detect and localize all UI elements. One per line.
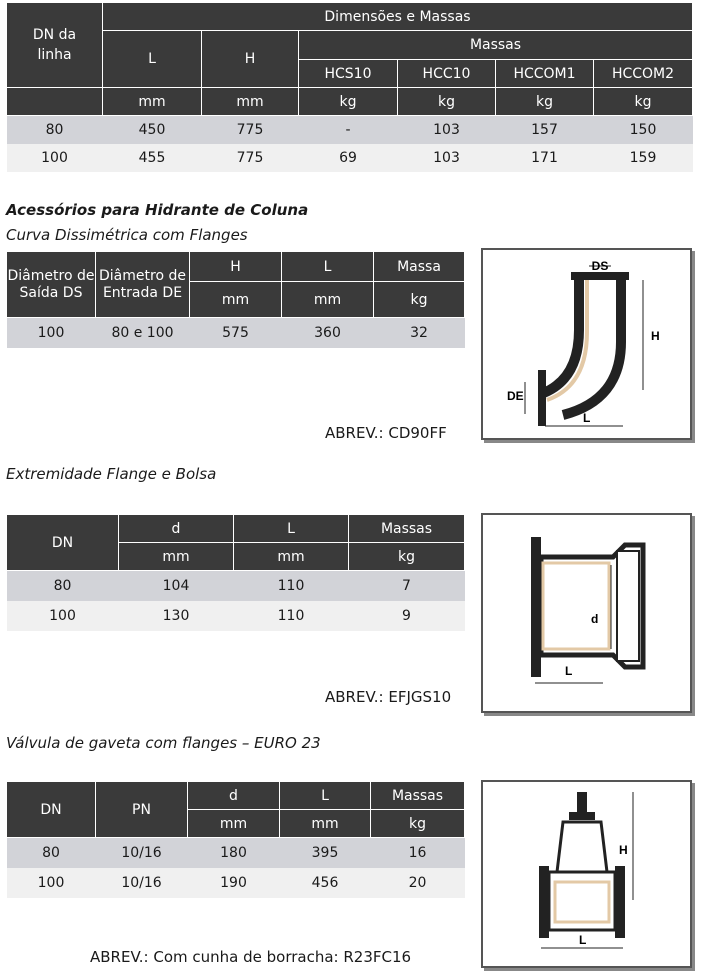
header-pn: PN — [96, 782, 188, 838]
cell: 100 — [7, 144, 103, 172]
header-dn-da-linha: DN da linha — [7, 3, 103, 88]
de-label: DE — [507, 389, 524, 403]
header-massa: Massa — [374, 252, 465, 282]
header-d: d — [188, 782, 280, 810]
curva-figure — [481, 248, 692, 440]
cell: 103 — [398, 116, 496, 144]
cell: 104 — [119, 571, 234, 601]
table-row — [7, 868, 465, 898]
cell: 7 — [349, 571, 465, 601]
socket-bell — [617, 551, 639, 661]
header-h: H — [190, 252, 282, 282]
top-flange — [571, 272, 629, 280]
header-d: d — [119, 515, 234, 543]
cell: 9 — [349, 601, 465, 631]
cell: 180 — [188, 838, 280, 868]
table-row — [7, 144, 693, 172]
unit-cell: kg — [371, 810, 465, 838]
cell: 80 e 100 — [96, 318, 190, 348]
cell: 456 — [280, 868, 371, 898]
unit-cell: mm — [280, 810, 371, 838]
cell: 10/16 — [96, 838, 188, 868]
header-dimensoes-massas: Dimensões e Massas — [103, 3, 693, 31]
abrev-r23fc16: ABREV.: Com cunha de borracha: R23FC16 — [90, 948, 412, 966]
cell: 100 — [7, 601, 119, 631]
cell: 450 — [103, 116, 202, 144]
cell: 80 — [7, 571, 119, 601]
cell: 157 — [496, 116, 594, 144]
cell: 20 — [371, 868, 465, 898]
cell: 16 — [371, 838, 465, 868]
hydrant-dimensions-table — [6, 2, 693, 172]
header-l: L — [280, 782, 371, 810]
cell: 775 — [202, 144, 299, 172]
h-label: H — [651, 329, 660, 343]
extremidade-drawing — [483, 515, 690, 711]
cell: 775 — [202, 116, 299, 144]
header-massas: Massas — [349, 515, 465, 543]
header-massas: Massas — [299, 31, 693, 60]
cell: 69 — [299, 144, 398, 172]
valve-cap — [569, 812, 595, 820]
cell: 360 — [282, 318, 374, 348]
l-label: L — [583, 411, 591, 425]
table-row — [7, 601, 465, 631]
cell: 10/16 — [96, 868, 188, 898]
cell: 110 — [234, 571, 349, 601]
cell: 100 — [7, 318, 96, 348]
cell: 110 — [234, 601, 349, 631]
pipe-inner-wall — [541, 280, 579, 394]
l-label: L — [579, 933, 587, 947]
table-row — [7, 571, 465, 601]
cell: 100 — [7, 868, 96, 898]
right-flange — [615, 866, 625, 938]
cell: 103 — [398, 144, 496, 172]
header-hcs10: HCS10 — [299, 60, 398, 88]
valve-lining — [555, 882, 609, 922]
unit-cell — [7, 88, 103, 116]
unit-cell: mm — [188, 810, 280, 838]
cell: - — [299, 116, 398, 144]
extremidade-figure — [481, 513, 692, 713]
unit-cell: kg — [299, 88, 398, 116]
cell: 171 — [496, 144, 594, 172]
header-h: H — [202, 31, 299, 88]
unit-cell: mm — [282, 282, 374, 318]
unit-cell: kg — [349, 543, 465, 571]
valvula-figure — [481, 780, 692, 968]
curva-table — [6, 251, 465, 348]
section-title: Acessórios para Hidrante de Coluna — [6, 201, 309, 219]
table-row — [7, 116, 693, 144]
abrev-efjgs10: ABREV.: EFJGS10 — [325, 688, 452, 706]
table-row — [7, 838, 465, 868]
header-hcc10: HCC10 — [398, 60, 496, 88]
valvula-table — [6, 781, 465, 898]
curva-drawing — [483, 250, 690, 438]
extremidade-table — [6, 514, 465, 631]
header-dn: DN — [7, 782, 96, 838]
pipe-outer-wall — [563, 280, 621, 415]
section-subtitle-valvula: Válvula de gaveta com flanges – EURO 23 — [6, 734, 321, 752]
header-l: L — [103, 31, 202, 88]
unit-cell: kg — [374, 282, 465, 318]
d-label: d — [591, 612, 599, 626]
l-label: L — [565, 664, 573, 678]
abrev-cd90ff: ABREV.: CD90FF — [325, 424, 447, 442]
header-dn: DN — [7, 515, 119, 571]
cell: 32 — [374, 318, 465, 348]
socket-lining — [543, 563, 609, 649]
cell: 150 — [594, 116, 693, 144]
cell: 159 — [594, 144, 693, 172]
unit-cell: mm — [234, 543, 349, 571]
unit-cell: kg — [398, 88, 496, 116]
section-subtitle-extremidade: Extremidade Flange e Bolsa — [6, 465, 217, 483]
side-flange — [538, 370, 546, 426]
cell: 575 — [190, 318, 282, 348]
header-diametro-entrada: Diâmetro de Entrada DE — [96, 252, 190, 318]
cell: 80 — [7, 116, 103, 144]
header-hccom2: HCCOM2 — [594, 60, 693, 88]
unit-cell: mm — [119, 543, 234, 571]
cell: 190 — [188, 868, 280, 898]
unit-cell: kg — [594, 88, 693, 116]
valvula-drawing — [483, 782, 690, 966]
cell: 80 — [7, 838, 96, 868]
h-label: H — [619, 843, 628, 857]
unit-cell: mm — [190, 282, 282, 318]
left-flange — [539, 866, 549, 938]
cell: 130 — [119, 601, 234, 631]
section-subtitle-curva: Curva Dissimétrica com Flanges — [6, 226, 248, 244]
cell: 455 — [103, 144, 202, 172]
header-hccom1: HCCOM1 — [496, 60, 594, 88]
unit-cell: mm — [103, 88, 202, 116]
header-massas: Massas — [371, 782, 465, 810]
header-l: L — [234, 515, 349, 543]
unit-cell: mm — [202, 88, 299, 116]
cell: 395 — [280, 838, 371, 868]
unit-cell: kg — [496, 88, 594, 116]
ds-label: DS — [591, 259, 609, 273]
table-row — [7, 318, 465, 348]
header-diametro-saida: Diâmetro de Saída DS — [7, 252, 96, 318]
valve-bonnet — [557, 822, 607, 872]
header-l: L — [282, 252, 374, 282]
